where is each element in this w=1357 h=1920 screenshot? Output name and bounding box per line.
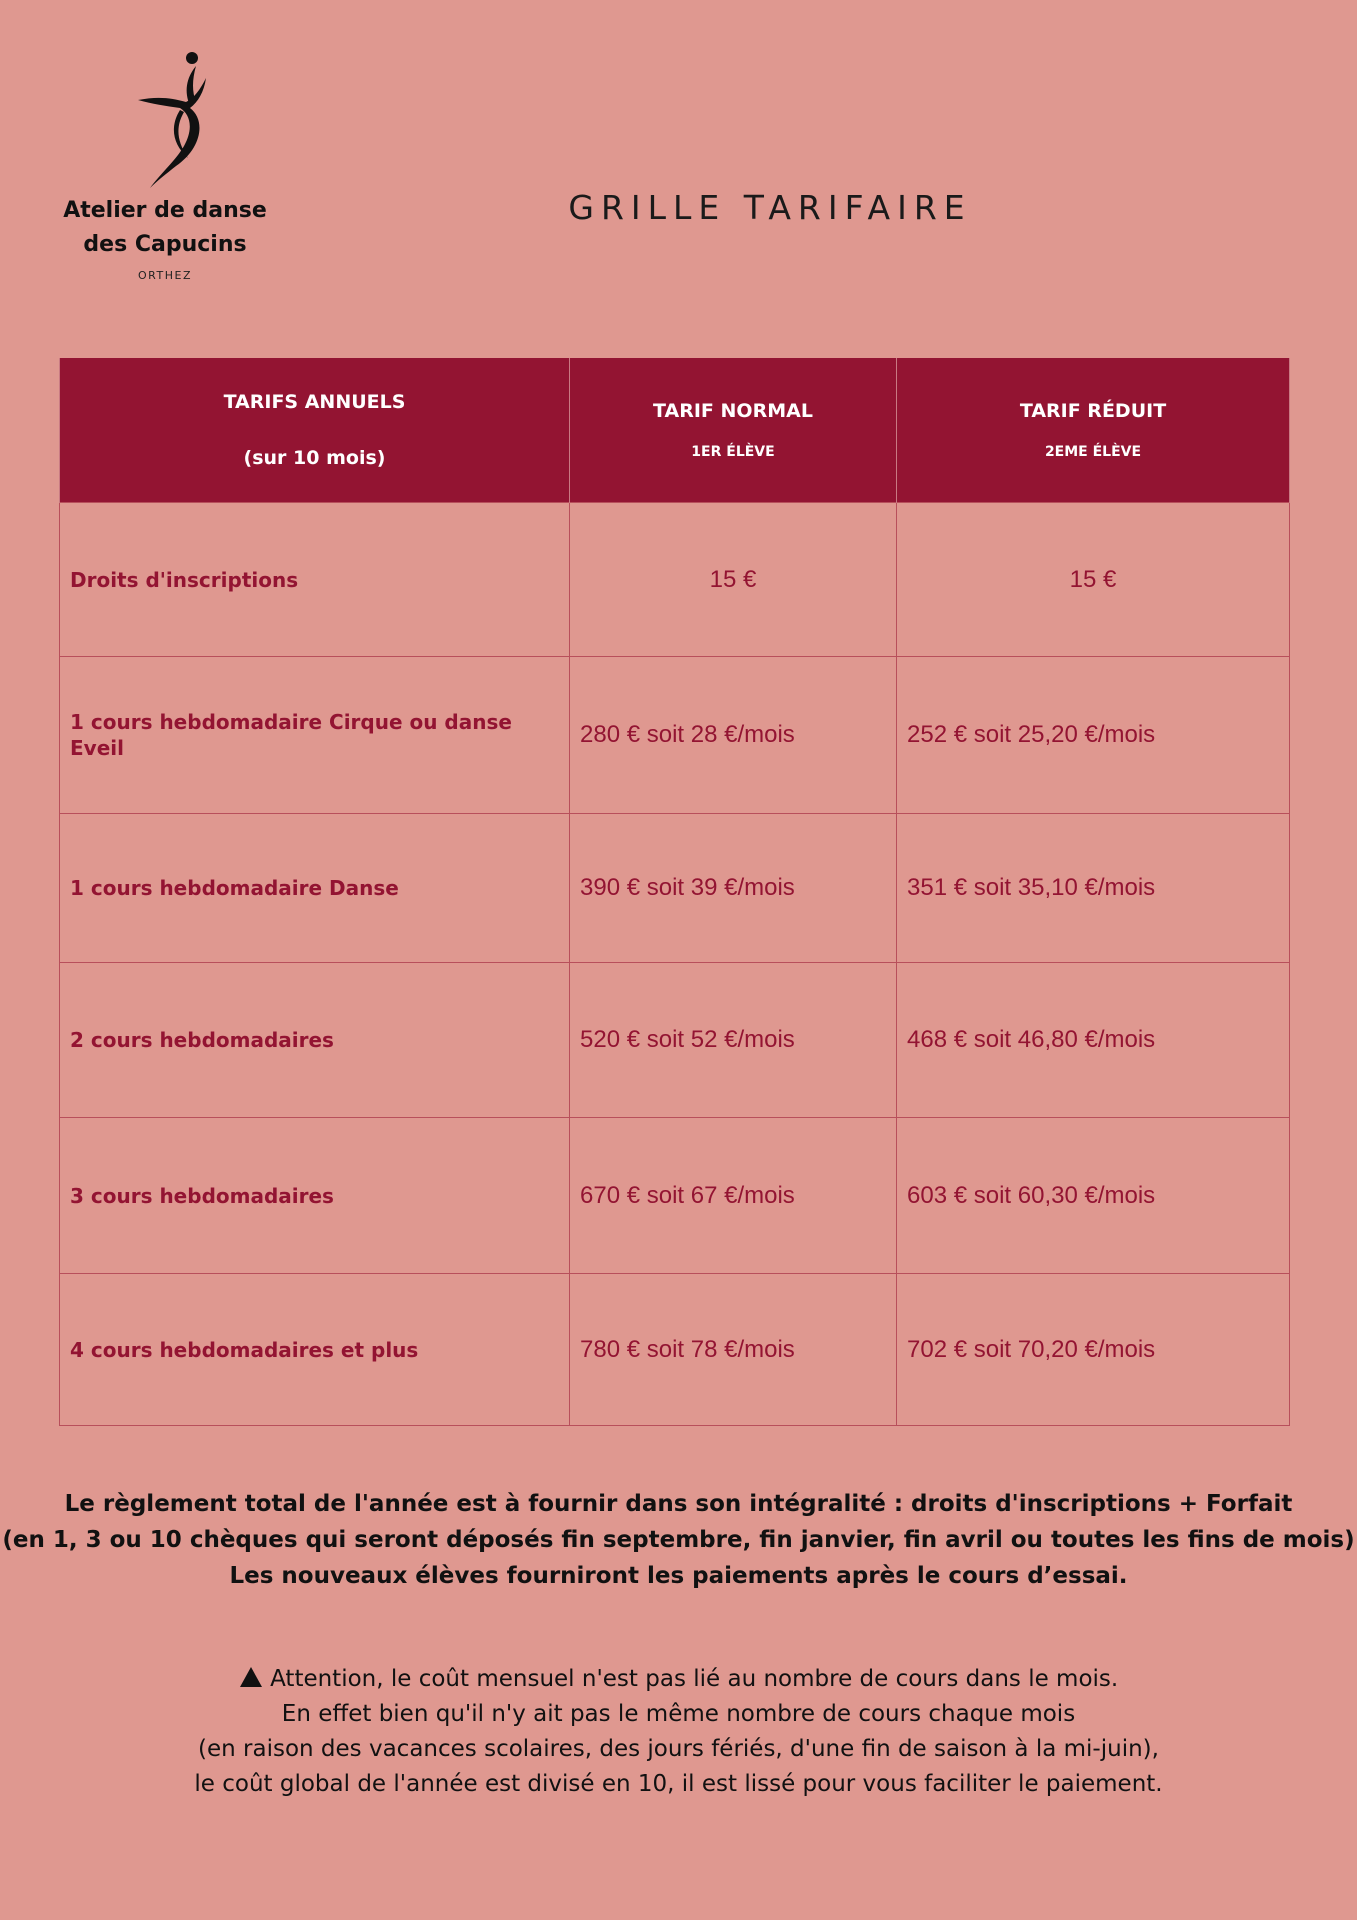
- normal-price: 15 €: [570, 503, 897, 657]
- table-row: [60, 963, 1290, 1118]
- header-reduced-rate: [897, 358, 1290, 503]
- attention-note: [0, 1662, 1357, 1802]
- reduced-price: 468 € soit 46,80 €/mois: [897, 963, 1290, 1118]
- table-header-row: [60, 358, 1290, 503]
- dancer-icon: [110, 48, 220, 193]
- normal-price: 520 € soit 52 €/mois: [570, 963, 897, 1118]
- reduced-price: 603 € soit 60,30 €/mois: [897, 1118, 1290, 1274]
- header-annual-rates: [60, 358, 570, 503]
- school-name-line-1: Atelier de danse: [63, 198, 267, 223]
- attention-line-4: le coût global de l'année est divisé en 10, il est lissé pour vous faciliter le paiement.: [194, 1771, 1163, 1797]
- header-normal-rate-title: TARIF NORMAL: [653, 400, 813, 422]
- table-row: [60, 814, 1290, 963]
- payment-notice-line-1: Le règlement total de l'année est à fournir dans son intégralité : droits d'inscriptions + Forfait: [64, 1491, 1293, 1517]
- normal-price: 390 € soit 39 €/mois: [570, 814, 897, 963]
- school-city: ORTHEZ: [138, 269, 192, 282]
- reduced-price: 351 € soit 35,10 €/mois: [897, 814, 1290, 963]
- logo: [60, 48, 270, 282]
- price-table: [59, 358, 1290, 1426]
- normal-price: 780 € soit 78 €/mois: [570, 1274, 897, 1426]
- header-annual-rates-title: TARIFS ANNUELS: [223, 391, 406, 413]
- page-title: GRILLE TARIFAIRE: [568, 188, 972, 227]
- row-label: Droits d'inscriptions: [60, 503, 570, 657]
- header-reduced-rate-subtitle: 2EME ÉLÈVE: [1044, 444, 1142, 460]
- school-name-line-2: des Capucins: [83, 232, 247, 257]
- row-label: 2 cours hebdomadaires: [60, 963, 570, 1118]
- attention-line-1: Attention, le coût mensuel n'est pas lié au nombre de cours dans le mois.: [270, 1666, 1119, 1692]
- table-row: [60, 657, 1290, 814]
- attention-line-3: (en raison des vacances scolaires, des jours fériés, d'une fin de saison à la mi-juin),: [198, 1736, 1159, 1762]
- reduced-price: 252 € soit 25,20 €/mois: [897, 657, 1290, 814]
- normal-price: 280 € soit 28 €/mois: [570, 657, 897, 814]
- header-reduced-rate-title: TARIF RÉDUIT: [1019, 400, 1167, 422]
- reduced-price: 15 €: [897, 503, 1290, 657]
- table-row: [60, 503, 1290, 657]
- normal-price: 670 € soit 67 €/mois: [570, 1118, 897, 1274]
- payment-notice-line-3: Les nouveaux élèves fourniront les paiements après le cours d’essai.: [229, 1563, 1128, 1589]
- header-normal-rate: [570, 358, 897, 503]
- reduced-price: 702 € soit 70,20 €/mois: [897, 1274, 1290, 1426]
- payment-notice: [0, 1486, 1357, 1594]
- header-normal-rate-subtitle: 1ER ÉLÈVE: [691, 444, 775, 460]
- payment-notice-line-2: (en 1, 3 ou 10 chèques qui seront déposés fin septembre, fin janvier, fin avril ou toutes les fins de mois): [2, 1527, 1355, 1553]
- row-label: 3 cours hebdomadaires: [60, 1118, 570, 1274]
- header-annual-rates-subtitle: (sur 10 mois): [243, 447, 386, 469]
- warning-triangle-icon: [239, 1666, 263, 1688]
- row-label: 1 cours hebdomadaire Danse: [60, 814, 570, 963]
- row-label: 1 cours hebdomadaire Cirque ou danse Eveil: [60, 657, 570, 814]
- row-label: 4 cours hebdomadaires et plus: [60, 1274, 570, 1426]
- attention-line-2: En effet bien qu'il n'y ait pas le même nombre de cours chaque mois: [281, 1701, 1076, 1727]
- table-row: [60, 1274, 1290, 1426]
- table-row: [60, 1118, 1290, 1274]
